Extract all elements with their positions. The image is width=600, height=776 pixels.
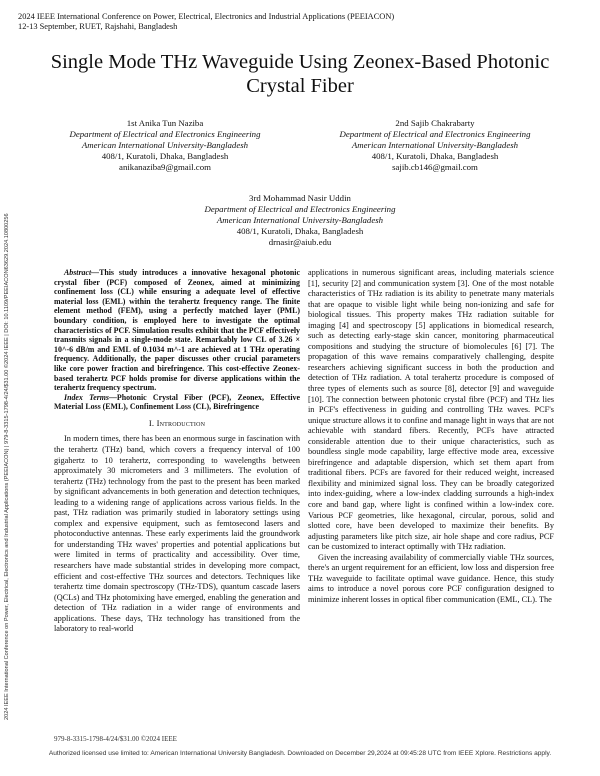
author-block (165, 193, 435, 248)
author-department: Department of Electrical and Electronics Engineering (204, 204, 396, 214)
author-block (30, 118, 300, 173)
author-email: drnasir@aiub.edu (268, 237, 332, 247)
section-heading: I. Introduction (148, 417, 206, 428)
author-block (300, 118, 570, 173)
doi-strip-text: 2024 IEEE International Conference on Power, Electrical, Electronics and Industrial Applications (PEEIACON) | 979-8-3315-1798-4/24/$31.00 ©2024 IEEE | DOI: 10.1109/PEEIACON63629.2024.10800256 (4, 213, 10, 720)
author-university: American International University-Bangladesh (81, 140, 249, 150)
author-department: Department of Electrical and Electronics Engineering (339, 129, 531, 139)
paper-title: Single Mode THz Waveguide Using Zeonex-Based Photonic Crystal Fiber (50, 51, 550, 97)
index-terms-text: Photonic Crystal Fiber (PCF), Zeonex, Effective Material Loss (EML), Confinement Loss (CL), Birefringence (54, 392, 301, 412)
author-email: sajib.cb146@gmail.com (392, 162, 478, 172)
license-footer: Authorized licensed use limited to: American International University Bangladesh. Downloaded on December 29,2024 at 09:45:28 UTC from IEEE Xplore. Restrictions apply. (48, 750, 552, 757)
doi-side-strip (4, 70, 14, 720)
body-paragraph: applications in numerous significant areas, including materials science [1], security [2] and communication system [3]. One of the most notable characteristics of THz radiation is its ability to penetrate many materials that are opaque to visible light while being non-ionizing and safe for biological tissues. This property makes THz radiation suitable for imaging [4] and spectroscopy [5] applications in biomedical research, such as detecting early-stage skin cancer, monitoring pharmaceutical compositions and studying the structure of biomolecules [6] [7]. The propagation of this wave remains comparatively challenging, despite researchers achieving significant success in both the production and detection of THz radiation. A total terahertz procedure is composed of three types of elements such as source [8], detector [9] and waveguide [10]. The connection between photonic crystal fibre (PCF) and THz lies in PCF's effectiveness in guiding and controlling THz waves. PCF's unique structure allows it to confine and manage light in ways that are not achievable with standard fibers. Recently, PCFs have attracted considerable attention due to their unique characteristics, such as boundless single mode capability, large effective mode area, excessive birefringence and adaptable dispersion, which set them apart from traditional fibers. PCFs are favored for their reduced weight, increased flexibility and minimized signal loss. They can be broadly categorized into index-guiding, where a low-index cladding surrounds a high-index core and band gap, where light is confined within a low-index core. Various PCF geometries, like hexagonal, circular, porous, solid and slotted core, have been developed to maximize their benefits. By adjusting parameters like pitch size, air hole shape and core radius, PCF can be customized to interact optimally with THz radiation. (308, 268, 554, 552)
isbn-copyright: 979-8-3315-1798-4/24/$31.00 ©2024 IEEE (54, 735, 177, 743)
author-address: 408/1, Kuratoli, Dhaka, Bangladesh (101, 151, 229, 161)
author-name: 2nd Sajib Chakrabarty (395, 118, 475, 128)
abstract (54, 268, 300, 393)
author-university: American International University-Bangladesh (351, 140, 519, 150)
abstract-label: Abstract— (64, 268, 100, 277)
author-address: 408/1, Kuratoli, Dhaka, Bangladesh (371, 151, 499, 161)
author-university: American International University-Bangladesh (216, 215, 384, 225)
intro-paragraph: In modern times, there has been an enormous surge in fascination with the terahertz (THz) band, which covers a frequency interval of 100 gigahertz to 10 terahertz, corresponding to wavelengths between approximately 30 micrometers and 3 millimeters. The evolution of terahertz (THz) technology from the past to the present has been marked by significant advancements in both generation and detection techniques, leading to a widening range of applications across various fields. In the past, THz radiation was primarily studied in laboratory settings using complex and expensive equipment, such as femtosecond lasers and photoconductive antennas. These early experiments laid the groundwork for understanding THz waves' properties and potential applications but were limited in terms of practicality and accessibility. Over time, researchers have made substantial strides in developing more compact, efficient and cost-effective THz sources and detectors. Techniques like terahertz time domain spectroscopy (THz-TDS), quantum cascade lasers (QCLs) and THz photomixing have emerged, enabling the generation and detection of THz radiation in a wider range of environments and applications. These days, THz technology has transitioned from the laboratory to real-world (54, 434, 300, 634)
author-email: anikanaziba9@gmail.com (119, 162, 211, 172)
conference-header (18, 12, 578, 32)
author-department: Department of Electrical and Electronics Engineering (69, 129, 261, 139)
index-terms-label: Index Terms— (64, 392, 117, 402)
abstract-text: This study introduces a innovative hexagonal photonic crystal fiber (PCF) composed of Zeonex, aimed at minimizing confinement loss (CL) while ensuring a adequate level of effective material loss (EML) within the terahertz frequency range. The finite element method (FEM), using a perfectly matched layer (PML) boundary condition, is employed here to investigate the optimal characteristics of PCF. Simulation results exhibit that the PCF effectively transmits signals in a single-mode state. Remarkably low CL of 3.26 × 10^-6 dB/m and EML of 0.1034 m^-1 are achieved at 1 THz operating frequency. Additionally, the paper discusses other crucial parameters like core power fraction and birefringence. This cost-effective Zeonex-based terahertz PCF holds promise for diverse applications within the terahertz frequency spectrum. (54, 268, 300, 393)
index-terms (54, 393, 300, 412)
body-paragraph: Given the increasing availability of commercially viable THz sources, there's an urgent requirement for an efficient, low loss and dispersion free THz waveguide to facilitate optimal wave guidance. Hence, this study aims to introduce a novel porous core PCF configuration designed to minimize inherent losses in optical fiber communication (EML, CL). The (308, 552, 554, 604)
author-name: 1st Anika Tun Naziba (126, 118, 204, 128)
author-address: 408/1, Kuratoli, Dhaka, Bangladesh (236, 226, 364, 236)
conference-date-venue: 12-13 September, RUET, Rajshahi, Bangladesh (18, 22, 178, 31)
author-name: 3rd Mohammad Nasir Uddin (249, 193, 351, 203)
right-column (308, 268, 554, 606)
left-column (54, 268, 300, 635)
conference-name: 2024 IEEE International Conference on Power, Electrical, Electronics and Industrial Applications (PEEIACON) (18, 12, 395, 21)
